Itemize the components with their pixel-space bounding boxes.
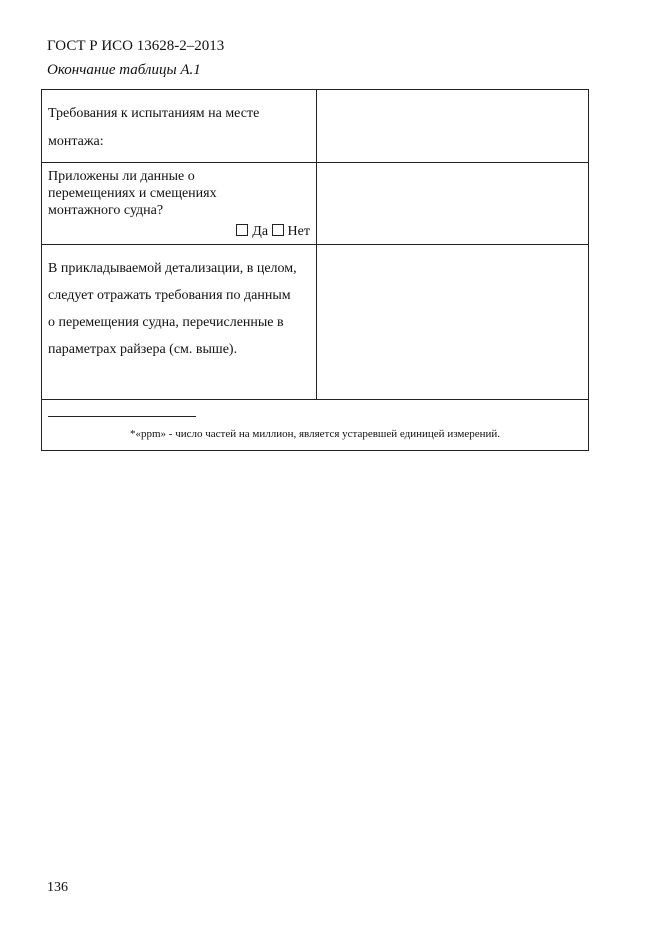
footnote-text: *«ppm» - число частей на миллион, является устаревшей единицей измерений.	[129, 428, 501, 440]
table-row	[42, 90, 589, 163]
footnote-cell	[42, 400, 589, 451]
yes-label: Да	[252, 224, 269, 239]
table-caption: Окончание таблицы А.1	[47, 62, 201, 78]
answer-cell[interactable]	[317, 163, 589, 245]
question-text: В прикладываемой детализации, в целом, следует отражать требования по данным о перемещения судна, перечисленные в параметрах райзера (см. выше).	[48, 261, 297, 357]
footnote-divider	[48, 416, 196, 417]
requirements-table	[41, 89, 589, 451]
question-cell	[42, 245, 317, 400]
yes-checkbox[interactable]	[236, 224, 248, 236]
table-row	[42, 163, 589, 245]
no-label: Нет	[287, 224, 310, 239]
question-text: Требования к испытаниям на месте монтажа:	[48, 106, 260, 149]
document-standard-code: ГОСТ Р ИСО 13628-2–2013	[47, 38, 225, 54]
no-checkbox[interactable]	[272, 224, 284, 236]
table-row	[42, 400, 589, 451]
question-cell	[42, 163, 317, 245]
yes-no-options	[48, 223, 310, 240]
answer-cell[interactable]	[317, 245, 589, 400]
question-text: Приложены ли данные о перемещениях и смещениях монтажного судна?	[48, 169, 217, 218]
answer-cell[interactable]	[317, 90, 589, 163]
page-number: 136	[47, 880, 68, 895]
table-row	[42, 245, 589, 400]
question-cell	[42, 90, 317, 163]
